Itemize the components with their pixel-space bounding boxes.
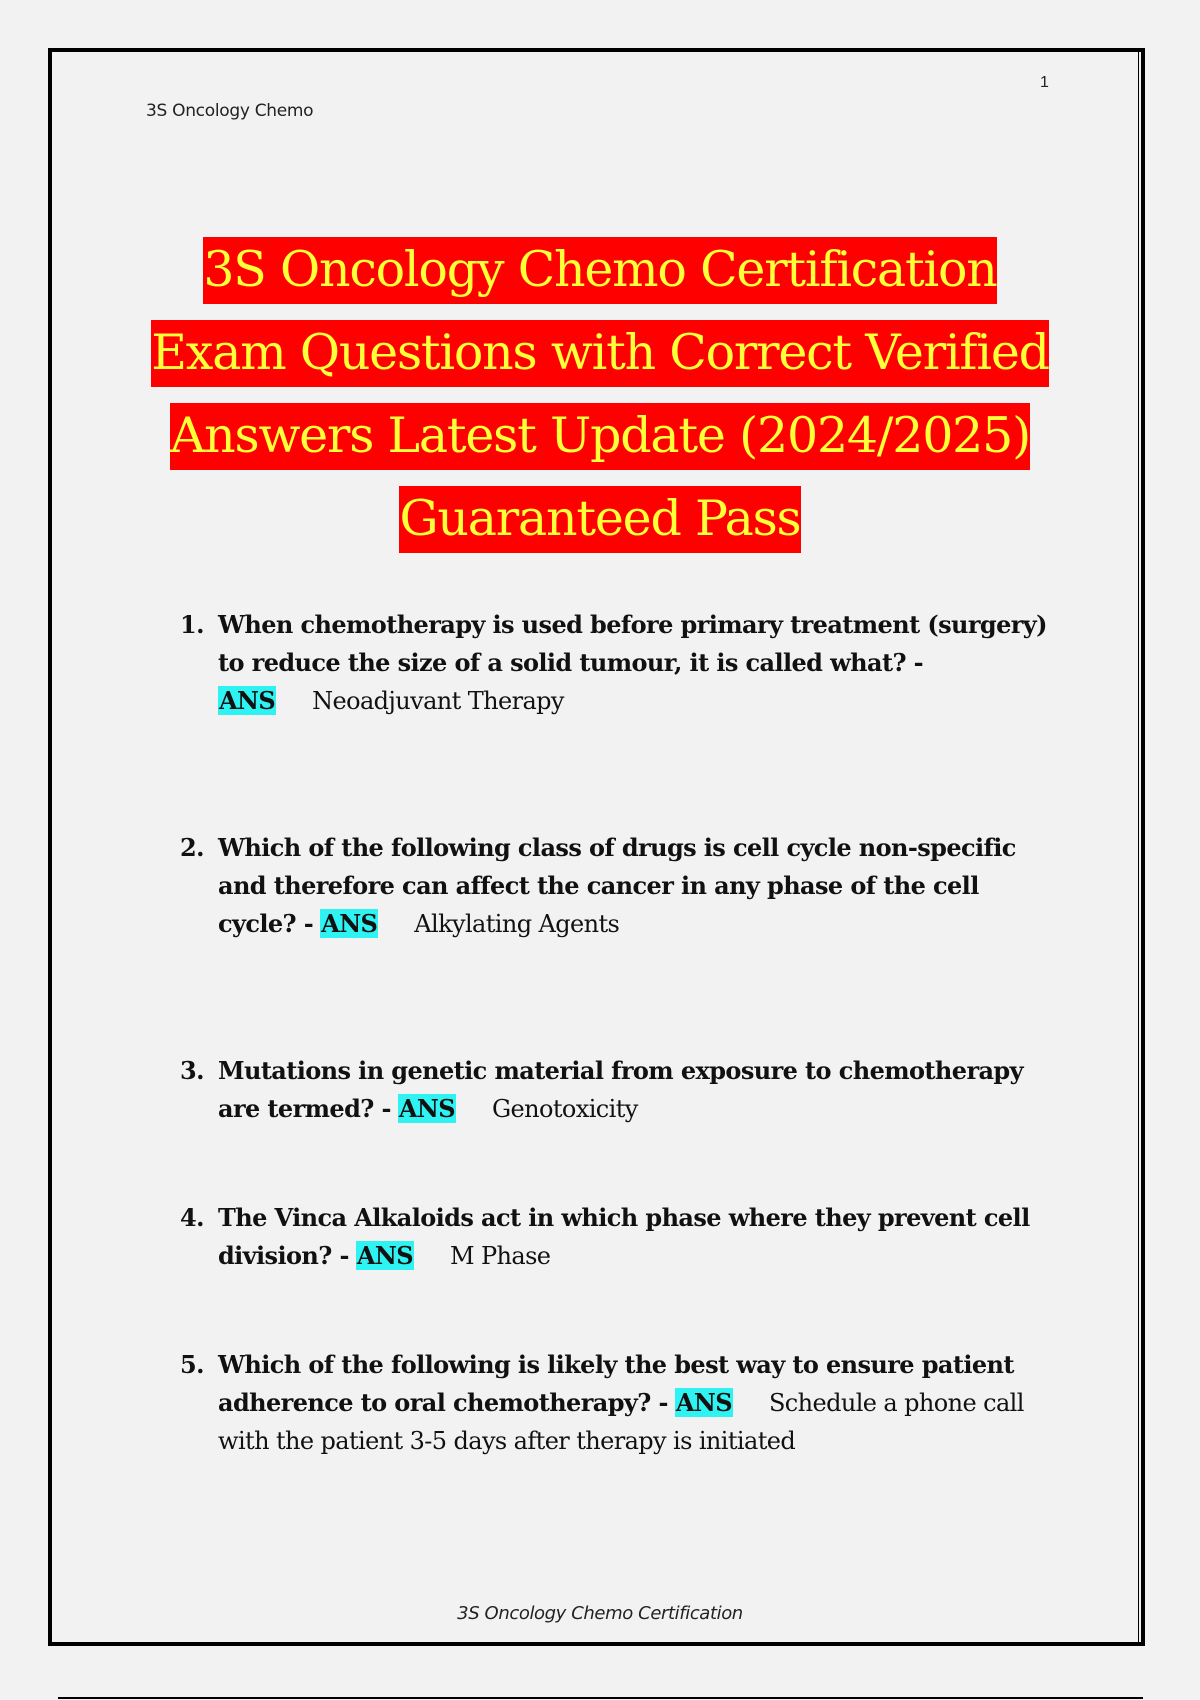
question-number: 2.: [180, 833, 204, 862]
answer-text: Genotoxicity: [491, 1095, 638, 1123]
answer-text: Schedule a phone call with the patient 3-5 days after therapy is initiated: [218, 1389, 1024, 1455]
question-item-3: [180, 1052, 1060, 1128]
question-item-1: [180, 606, 1060, 720]
title-line-2: Exam Questions with Correct Verified: [151, 320, 1049, 387]
running-footer: 3S Oncology Chemo Certification: [457, 1603, 743, 1624]
question-text: When chemotherapy is used before primary treatment (surgery) to reduce the size of a solid tumour, it is called what? -: [218, 610, 1047, 677]
question-item-2: [180, 829, 1060, 943]
question-number: 1.: [180, 610, 204, 639]
answer-text: Alkylating Agents: [414, 910, 620, 938]
question-item-5: [180, 1346, 1060, 1460]
page-number: 1: [1040, 74, 1049, 91]
ans-label: ANS: [675, 1388, 732, 1417]
title-line-4: Guaranteed Pass: [399, 486, 800, 553]
question-text: Which of the following is likely the best way to ensure patient adherence to oral chemotherapy? -: [218, 1350, 1014, 1417]
document-title: [140, 228, 1060, 560]
question-number: 5.: [180, 1350, 204, 1379]
page-divider: [58, 1697, 1143, 1699]
question-text: The Vinca Alkaloids act in which phase where they prevent cell division? -: [218, 1203, 1030, 1270]
question-list: [180, 606, 1060, 1460]
ans-label: ANS: [398, 1094, 455, 1123]
answer-text: M Phase: [449, 1242, 551, 1270]
ans-label: ANS: [356, 1241, 413, 1270]
running-header: 3S Oncology Chemo: [146, 101, 314, 121]
question-number: 3.: [180, 1056, 204, 1085]
answer-text: Neoadjuvant Therapy: [312, 687, 564, 715]
title-line-3: Answers Latest Update (2024/2025): [170, 403, 1030, 470]
ans-label: ANS: [321, 909, 378, 938]
question-item-4: [180, 1199, 1060, 1275]
question-text: Which of the following class of drugs is cell cycle non-specific and therefore can affect the cancer in any phase of the cell cycle? -: [218, 833, 1016, 938]
question-number: 4.: [180, 1203, 204, 1232]
title-line-1: 3S Oncology Chemo Certification: [203, 237, 996, 304]
question-text: Mutations in genetic material from exposure to chemotherapy are termed? -: [218, 1056, 1023, 1123]
ans-label: ANS: [219, 686, 276, 715]
